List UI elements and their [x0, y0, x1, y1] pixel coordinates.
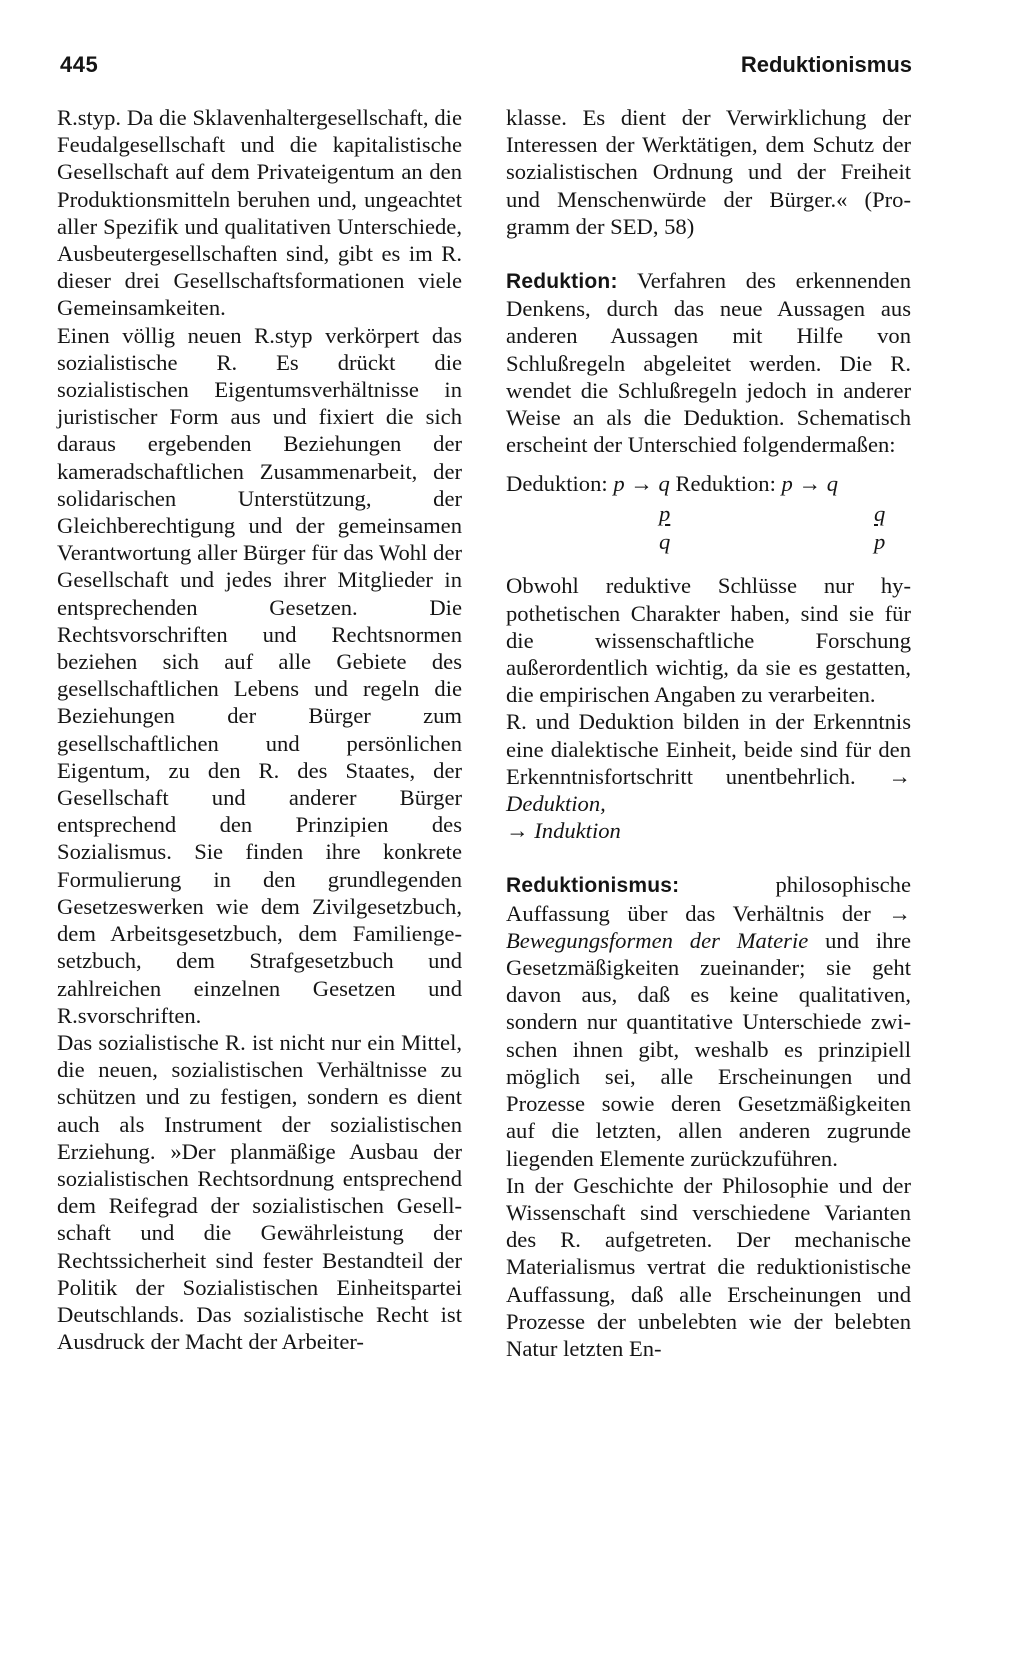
- formula-label-reduktion: Reduktion:: [675, 471, 782, 497]
- formula-conclusion-q: q: [659, 529, 671, 555]
- page-number: 445: [60, 52, 99, 77]
- schema-formula: [506, 462, 911, 572]
- formula-var: q: [658, 471, 670, 497]
- entry-reduktion: [506, 267, 911, 458]
- formula-conclusion-p: p: [874, 529, 886, 555]
- paragraph: R.styp. Da die Sklavenhaltergesellschaft, die Feudalgesellschaft und die kapitalistische Gesellschaft auf dem Privateigentum an den Produktionsmitteln beruhen und, ungeachtet aller Spezifik und qualitativen Unterschiede, Ausbeutergesellschaften sind, gibt es im R. dieser drei Gesellschaftsformationen viele Gemeinsamkeiten.: [57, 105, 462, 321]
- paragraph: In der Geschichte der Philosophie und der Wissenschaft sind verschiedene Varianten des R. aufgetreten. Der mechanische Materialismus vertrat die reduktionistische Auffassung, daß alle Erscheinungen und Prozesse der unbelebten wie der belebten Natur letzten En-: [506, 1172, 911, 1361]
- formula-premise-p: p: [659, 501, 671, 527]
- formula-label-deduktion: Deduktion:: [506, 471, 614, 497]
- arrow-icon: →: [630, 471, 653, 497]
- paragraph-text: R. und Deduktion bilden in der Erkenntnis eine dialektische Einheit, beide sind für den Erkenntnisfortschritt unentbehrlich.: [506, 709, 911, 789]
- paragraph: klasse. Es dient der Verwirklichung der Interessen der Werktätigen, dem Schutz der sozialistischen Ordnung und der Freiheit und Menschenwürde der Bürger.« (Programm der SED, 58): [506, 105, 911, 239]
- cross-reference-induktion[interactable]: → Induktion: [506, 818, 621, 844]
- formula-var: q: [826, 471, 839, 497]
- definition-text: und ihre Gesetzmäßigkeiten zueinander; sie geht davon aus, daß es keine qualitativen, sondern nur quantitative Unterschiede zwischen ihnen gibt, weshalb es prinzipiell möglich sei, alle Erscheinungen und Prozesse sowie deren Gesetzmäßigkeiten auf die letzten, allen anderen zugrunde liegenden Elemente zurückzuführen.: [506, 927, 911, 1171]
- definition-text: Verfahren des erkennenden Denkens, durch das neue Aussagen aus anderen Aussagen mit Hilfe von Schlußregeln abgeleitet werden. Die R. wendet die Schlußregeln jedoch in anderer Weise an als die Deduktion. Schematisch erscheint der Unterschied folgendermaßen:: [506, 268, 911, 458]
- cross-reference-bewegungsformen[interactable]: → Bewegungsformen der Materie: [506, 900, 911, 953]
- right-column: [506, 104, 911, 1362]
- left-column: [57, 104, 462, 1355]
- arrow-icon: →: [798, 471, 822, 497]
- formula-premise-q: q: [874, 501, 886, 527]
- paragraph: [506, 708, 911, 844]
- formula-var: p: [613, 471, 625, 497]
- entry-reduktionismus: [506, 871, 911, 1171]
- lemma-reduktion: Reduktion:: [506, 270, 618, 294]
- paragraph: Obwohl reduktive Schlüsse nur hypothetischen Charakter haben, sind sie für die wissenschaftliche Forschung außerordentlich wichtig, da sie es gestatten, die empirischen Angaben zu verarbeiten.: [506, 573, 911, 708]
- running-head: Reduktionismus: [740, 52, 912, 77]
- paragraph: Das sozialistische R. ist nicht nur ein Mittel, die neuen, sozialistischen Verhältnisse zu schützen und zu festigen, sondern es dient auch als Instrument der sozialistischen Erziehung. »Der planmäßige Ausbau der sozialistischen Rechtsordnung entsprechend dem Reifegrad der sozialistischen Gesellschaft und die Gewährleistung der Rechtssicherheit sind fester Bestandteil der Politik der Sozialistischen Einheitspartei Deutschlands. Das sozialistische Recht ist Ausdruck der Macht der Arbeiter-: [57, 1029, 462, 1355]
- cross-reference-deduktion[interactable]: → Deduktion,: [506, 763, 911, 817]
- formula-var: p: [781, 471, 793, 497]
- definition-text: philosophische Auffassung über das Verhältnis der: [506, 872, 911, 926]
- paragraph: Einen völlig neuen R.styp verkörpert das sozialistische R. Es drückt die sozialistischen Eigentumsverhältnisse in juristischer Form aus und fixiert die sich daraus ergebenden Beziehungen der kameradschaftlichen Zusammenarbeit, der solidarischen Unterstützung, der Gleichberechtigung und der gemeinsamen Verantwortung aller Bürger für das Wohl der Gesellschaft und jedes ihrer Mitglieder in entsprechenden Gesetzen. Die Rechtsvorschriften und Rechtsnormen beziehen sich auf alle Gebiete des gesellschaftlichen Lebens und regeln die Beziehungen der Bürger zum gesellschaftlichen und persönlichen Eigentum, zu den R. des Staates, der Gesellschaft und anderer Bürger entsprechend den Prinzipien des Sozialismus. Sie finden ihre konkrete Formulierung in den grundlegenden Gesetzeswerken wie dem Zivilgesetzbuch, dem Arbeitsgesetzbuch, dem Familiengesetzbuch, dem Strafgesetzbuch und zahlreichen einzelnen Gesetzen und R.svorschriften.: [57, 322, 462, 1028]
- lemma-reduktionismus: Reduktionismus:: [506, 874, 680, 898]
